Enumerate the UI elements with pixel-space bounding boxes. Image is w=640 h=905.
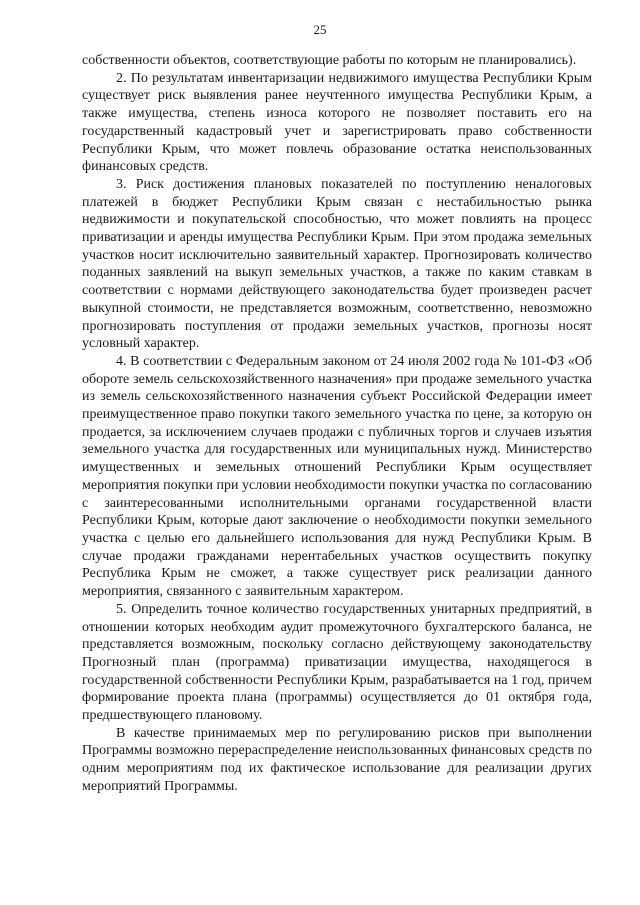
paragraph-item-2: 2. По результатам инвентаризации недвижимого имущества Республики Крым существует риск выявления ранее неучтенного имущества Республики Крым, а также имущества, степень износа которого не позволяет поставить его на государственный кадастровый учет и зарегистрировать право собственности Республики Крым, что может повлечь образование остатка неиспользованных финансовых средств. (82, 70, 592, 175)
page-number: 25 (313, 22, 327, 37)
paragraph-item-3: 3. Риск достижения плановых показателей по поступлению неналоговых платежей в бюджет Республики Крым связан с нестабильностью рынка недвижимости и покупательской способностью, что может повлиять на процесс приватизации и аренды имущества Республики Крым. При этом продажа земельных участков носит исключительно заявительный характер. Прогнозировать количество поданных заявлений на выкуп земельных участков, а также по каким ставкам в соответствии с нормами действующего законодательства будет произведен расчет выкупной стоимости, не представляется возможным, соответственно, невозможно прогнозировать поступления от продажи земельных участков, прогнозы носят условный характер. (82, 176, 592, 352)
paragraph-continuation: собственности объектов, соответствующие работы по которым не планировались). (82, 53, 577, 68)
paragraph-item-5: 5. Определить точное количество государственных унитарных предприятий, в отношении которых необходим аудит промежуточного бухгалтерского баланса, не представляется возможным, поскольку согласно действующему законодательству Прогнозный план (программа) приватизации имущества, находящегося в государственной собственности Республики Крым, разрабатывается на 1 год, причем формирование проекта плана (программы) осуществляется до 01 октября года, предшествующего плановому. (82, 601, 592, 724)
paragraph-item-4: 4. В соответствии с Федеральным законом от 24 июля 2002 года № 101-ФЗ «Об обороте земель сельскохозяйственного назначения» при продаже земельного участка из земель сельскохозяйственного назначения субъект Российской Федерации имеет преимущественное право покупки такого земельного участка по цене, за которую он продается, за исключением случаев продажи с публичных торгов и случаев изъятия земельного участка для государственных или муниципальных нужд. Министерство имущественных и земельных отношений Республики Крым осуществляет мероприятия покупки при условии необходимости покупки участка по согласованию с заинтересованными исполнительными органами государственной власти Республики Крым, которые дают заключение о необходимости покупки земельного участка с целью его дальнейшего использования для нужд Республики Крым. В случае продажи гражданами нерентабельных участков осуществить покупку Республика Крым не сможет, а также существует риск реализации данного мероприятия, связанного с заявительным характером. (82, 353, 592, 600)
document-body (82, 52, 592, 796)
paragraph-risk-measures: В качестве принимаемых мер по регулированию рисков при выполнении Программы возможно перераспределение неиспользованных финансовых средств по одним мероприятиям под их фактическое использование для реализации других мероприятий Программы. (82, 725, 592, 794)
